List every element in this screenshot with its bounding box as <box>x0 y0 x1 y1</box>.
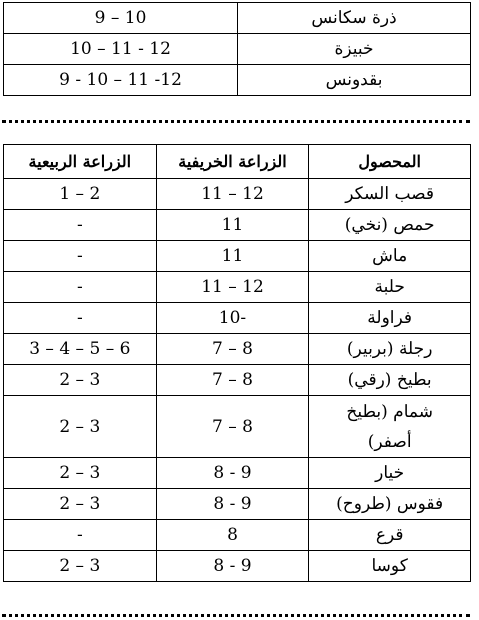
autumn-cell: 8 <box>156 520 309 551</box>
table-row <box>4 334 471 365</box>
spring-cell: - <box>4 303 157 334</box>
months-cell: 12- 11 – 10 - 9 <box>4 65 238 96</box>
table-header-row <box>4 145 471 179</box>
header-autumn: الزراعة الخريفية <box>156 145 309 179</box>
table-row <box>4 179 471 210</box>
spring-cell: 3 – 2 <box>4 551 157 582</box>
table-row <box>4 396 471 458</box>
spring-cell: - <box>4 272 157 303</box>
crop-name-cell: ذرة سكانس <box>238 3 471 34</box>
autumn-cell: 12 – 11 <box>156 179 309 210</box>
table-row <box>4 303 471 334</box>
spring-cell: - <box>4 210 157 241</box>
autumn-cell: 9 - 8 <box>156 458 309 489</box>
dotted-divider <box>2 614 470 617</box>
autumn-cell: 11 <box>156 241 309 272</box>
table-row <box>4 520 471 551</box>
table-row <box>4 241 471 272</box>
crop-cell: قصب السكر <box>309 179 471 210</box>
spring-cell: 3 – 2 <box>4 489 157 520</box>
spring-cell: 2 – 1 <box>4 179 157 210</box>
table-row <box>4 365 471 396</box>
crop-cell: قرع <box>309 520 471 551</box>
autumn-cell: 8 – 7 <box>156 365 309 396</box>
top-crop-table <box>3 2 471 96</box>
table-row <box>4 210 471 241</box>
spring-cell: 6 – 5 – 4 – 3 <box>4 334 157 365</box>
months-cell: 12 - 11 – 10 <box>4 34 238 65</box>
autumn-cell: 8 – 7 <box>156 334 309 365</box>
spring-cell: 3 – 2 <box>4 396 157 458</box>
crop-cell: بطيخ (رقي) <box>309 365 471 396</box>
crop-cell <box>309 396 471 458</box>
crop-cell: كوسا <box>309 551 471 582</box>
crop-name-cell: بقدونس <box>238 65 471 96</box>
header-crop: المحصول <box>309 145 471 179</box>
autumn-cell: 12 – 11 <box>156 272 309 303</box>
header-spring: الزراعة الربيعية <box>4 145 157 179</box>
autumn-cell: 8 – 7 <box>156 396 309 458</box>
crop-name-cell: خبيزة <box>238 34 471 65</box>
crop-cell: خيار <box>309 458 471 489</box>
table-row <box>4 65 471 96</box>
table-row <box>4 458 471 489</box>
autumn-cell: 9 - 8 <box>156 551 309 582</box>
months-cell: 10 – 9 <box>4 3 238 34</box>
spring-cell: 3 – 2 <box>4 365 157 396</box>
crop-line-2: أصفر) <box>367 431 412 452</box>
crop-cell: فراولة <box>309 303 471 334</box>
dotted-divider <box>2 120 470 123</box>
crop-cell: حلبة <box>309 272 471 303</box>
crop-cell: ماش <box>309 241 471 272</box>
autumn-cell: 9 - 8 <box>156 489 309 520</box>
autumn-cell: 11 <box>156 210 309 241</box>
spring-cell: 3 – 2 <box>4 458 157 489</box>
table-row <box>4 489 471 520</box>
table-row <box>4 272 471 303</box>
table-row <box>4 3 471 34</box>
crop-line-1: شمام (بطيخ <box>346 401 433 422</box>
spring-cell: - <box>4 520 157 551</box>
table-row <box>4 551 471 582</box>
autumn-cell: -10 <box>156 303 309 334</box>
spring-cell: - <box>4 241 157 272</box>
crop-cell: فقوس (طروح) <box>309 489 471 520</box>
crop-cell: حمص (نخي) <box>309 210 471 241</box>
table-row <box>4 34 471 65</box>
planting-schedule-table <box>3 144 471 582</box>
crop-cell: رجلة (بربير) <box>309 334 471 365</box>
